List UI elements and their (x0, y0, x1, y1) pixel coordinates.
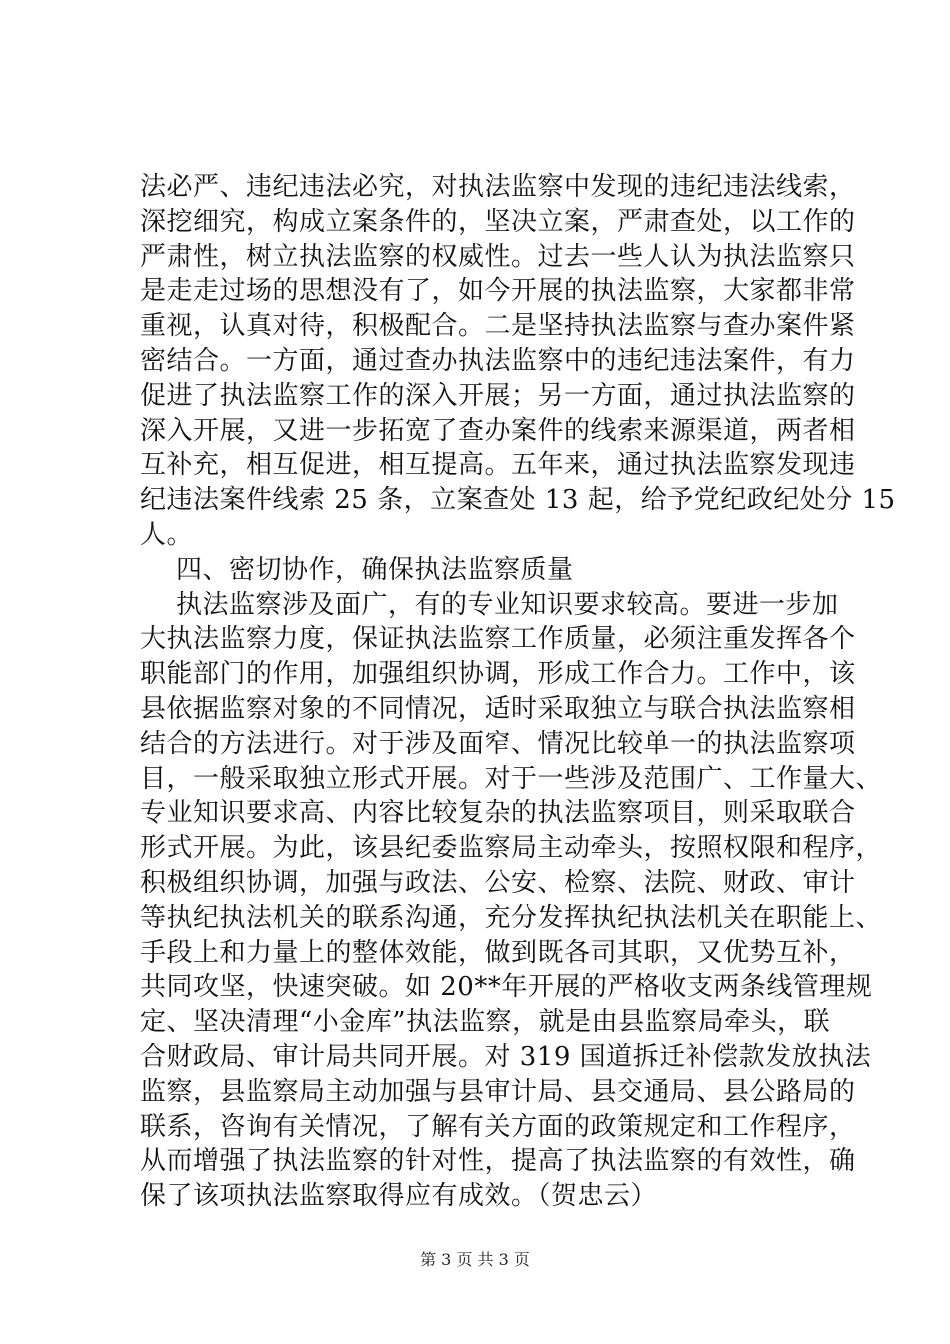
text-line: 从而增强了执法监察的针对性，提高了执法监察的有效性，确 (140, 1146, 856, 1177)
text-line: 密结合。一方面，通过查办执法监察中的违纪违法案件，有力 (140, 345, 856, 376)
text-line: 专业知识要求高、内容比较复杂的执法监察项目，则采取联合 (140, 798, 856, 829)
text-line: 目，一般采取独立形式开展。对于一些涉及范围广、工作量大、 (140, 763, 883, 794)
text-line: 积极组织协调，加强与政法、公安、检察、法院、财政、审计 (140, 867, 856, 898)
text-line: 定、坚决清理“小金库”执法监察，就是由县监察局牵头，联 (140, 1007, 831, 1038)
text-line: 职能部门的作用，加强组织协调，形成工作合力。工作中，该 (140, 659, 856, 690)
text-line: 重视，认真对待，积极配合。二是坚持执法监察与查办案件紧 (140, 311, 856, 342)
text-line: 执法监察涉及面广，有的专业知识要求较高。要进一步加 (176, 589, 839, 620)
text-line: 共同攻坚，快速突破。如 20**年开展的严格收支两条线管理规 (140, 972, 873, 1003)
text-line: 合财政局、审计局共同开展。对 319 国道拆迁补偿款发放执法 (140, 1041, 872, 1072)
text-line: 手段上和力量上的整体效能，做到既各司其职，又优势互补， (140, 937, 856, 968)
text-line: 互补充，相互促进，相互提高。五年来，通过执法监察发现违 (140, 450, 856, 481)
text-line: 是走走过场的思想没有了，如今开展的执法监察，大家都非常 (140, 276, 856, 307)
document-body (140, 170, 896, 1214)
text-line: 大执法监察力度，保证执法监察工作质量，必须注重发挥各个 (140, 624, 856, 655)
page-footer: 第 3 页 共 3 页 (420, 1250, 530, 1269)
text-line: 形式开展。为此，该县纪委监察局主动牵头，按照权限和程序， (140, 833, 883, 864)
text-line: 保了该项执法监察取得应有成效。（贺忠云） (140, 1181, 658, 1212)
text-line: 法必严、违纪违法必究，对执法监察中发现的违纪违法线索， (140, 172, 856, 202)
text-line: 人。 (140, 519, 194, 550)
text-line: 严肃性，树立执法监察的权威性。过去一些人认为执法监察只 (140, 241, 856, 272)
text-line: 四、密切协作，确保执法监察质量 (176, 554, 574, 585)
text-line: 联系，咨询有关情况，了解有关方面的政策规定和工作程序， (140, 1111, 856, 1142)
text-line: 监察，县监察局主动加强与县审计局、县交通局、县公路局的 (140, 1076, 856, 1107)
text-line: 等执纪执法机关的联系沟通，充分发挥执纪执法机关在职能上、 (140, 902, 883, 933)
text-line: 深挖细究，构成立案条件的，坚决立案，严肃查处，以工作的 (140, 206, 856, 237)
text-line: 结合的方法进行。对于涉及面窄、情况比较单一的执法监察项 (140, 728, 856, 759)
text-line: 深入开展，又进一步拓宽了查办案件的线索来源渠道，两者相 (140, 415, 856, 446)
text-line: 促进了执法监察工作的深入开展；另一方面，通过执法监察的 (140, 380, 856, 411)
text-line: 县依据监察对象的不同情况，适时采取独立与联合执法监察相 (140, 693, 856, 724)
text-line: 纪违法案件线索 25 条，立案查处 13 起，给予党纪政纪处分 15 (140, 485, 896, 516)
